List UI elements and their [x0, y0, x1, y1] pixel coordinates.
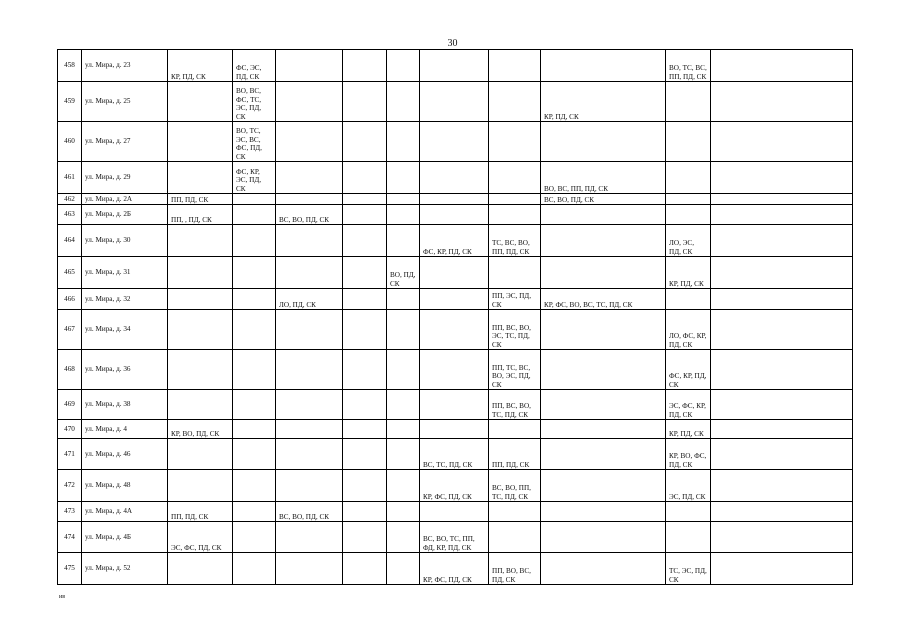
cell-col-4: [233, 420, 276, 439]
registry-body: [58, 50, 853, 585]
cell-col-8: [420, 82, 489, 122]
table-row: [58, 82, 853, 122]
cell-col-11: [666, 205, 711, 225]
cell-col-7: [387, 553, 420, 585]
cell-col-12: [711, 122, 853, 162]
cell-col-11: [666, 82, 711, 122]
cell-col-3: [168, 350, 233, 390]
cell-col-11: [666, 162, 711, 194]
cell-address: ул. Мира, д. 4Б: [82, 522, 168, 553]
cell-row-number: 474: [58, 522, 82, 553]
cell-col-8: [420, 122, 489, 162]
registry-table: [57, 49, 853, 585]
cell-col-9: ПП, ТС, ВС, ВО, ЭС, ПД, СК: [489, 350, 541, 390]
cell-col-7: [387, 310, 420, 350]
cell-col-9: ТС, ВС, ВО, ПП, ПД, СК: [489, 225, 541, 257]
cell-col-6: [343, 194, 387, 205]
cell-col-4: [233, 439, 276, 470]
cell-row-number: 460: [58, 122, 82, 162]
cell-col-7: [387, 194, 420, 205]
cell-col-9: [489, 420, 541, 439]
cell-col-8: ВС, ТС, ПД, СК: [420, 439, 489, 470]
cell-col-6: [343, 522, 387, 553]
cell-col-5: [276, 522, 343, 553]
cell-col-12: [711, 420, 853, 439]
cell-address: ул. Мира, д. 4: [82, 420, 168, 439]
table-row: [58, 162, 853, 194]
cell-col-4: [233, 257, 276, 289]
cell-address: ул. Мира, д. 2А: [82, 194, 168, 205]
cell-col-3: [168, 162, 233, 194]
cell-col-9: ПП, ПД, СК: [489, 439, 541, 470]
cell-col-5: [276, 162, 343, 194]
cell-col-8: [420, 162, 489, 194]
cell-address: ул. Мира, д. 4А: [82, 502, 168, 522]
cell-row-number: 472: [58, 470, 82, 502]
cell-col-10: [541, 205, 666, 225]
cell-col-5: ЛО, ПД, СК: [276, 289, 343, 310]
cell-row-number: 470: [58, 420, 82, 439]
cell-col-10: [541, 522, 666, 553]
cell-row-number: 473: [58, 502, 82, 522]
cell-col-8: [420, 502, 489, 522]
cell-col-6: [343, 502, 387, 522]
cell-address: ул. Мира, д. 25: [82, 82, 168, 122]
cell-col-12: [711, 82, 853, 122]
cell-col-3: [168, 439, 233, 470]
cell-col-10: [541, 257, 666, 289]
cell-col-3: [168, 470, 233, 502]
cell-col-7: [387, 502, 420, 522]
cell-row-number: 458: [58, 50, 82, 82]
cell-col-11: [666, 194, 711, 205]
cell-col-9: [489, 162, 541, 194]
cell-col-7: [387, 82, 420, 122]
cell-col-6: [343, 470, 387, 502]
cell-col-10: КР, ПД, СК: [541, 82, 666, 122]
cell-col-7: [387, 289, 420, 310]
table-row: [58, 390, 853, 420]
cell-col-9: [489, 502, 541, 522]
cell-col-5: [276, 257, 343, 289]
cell-col-5: [276, 350, 343, 390]
cell-address: ул. Мира, д. 46: [82, 439, 168, 470]
cell-col-12: [711, 225, 853, 257]
cell-col-9: [489, 257, 541, 289]
cell-col-9: [489, 50, 541, 82]
cell-col-10: КР, ФС, ВО, ВС, ТС, ПД, СК: [541, 289, 666, 310]
cell-col-7: [387, 162, 420, 194]
cell-col-8: [420, 205, 489, 225]
cell-col-10: [541, 502, 666, 522]
cell-col-5: [276, 553, 343, 585]
cell-col-10: [541, 310, 666, 350]
cell-col-10: [541, 420, 666, 439]
footer-mark: ив: [59, 594, 66, 600]
cell-col-7: [387, 439, 420, 470]
table-row: [58, 289, 853, 310]
cell-row-number: 459: [58, 82, 82, 122]
table-row: [58, 257, 853, 289]
cell-col-6: [343, 439, 387, 470]
cell-col-11: [666, 502, 711, 522]
cell-col-3: ПП, ПД, СК: [168, 194, 233, 205]
cell-col-6: [343, 390, 387, 420]
cell-address: ул. Мира, д. 52: [82, 553, 168, 585]
table-row: [58, 225, 853, 257]
cell-col-11: ФС, КР, ПД, СК: [666, 350, 711, 390]
cell-col-6: [343, 225, 387, 257]
cell-col-3: [168, 310, 233, 350]
cell-col-4: ВО, ТС, ЭС, ВС, ФС, ПД, СК: [233, 122, 276, 162]
cell-col-8: [420, 289, 489, 310]
cell-col-3: [168, 257, 233, 289]
cell-address: ул. Мира, д. 36: [82, 350, 168, 390]
cell-address: ул. Мира, д. 38: [82, 390, 168, 420]
cell-col-8: ВС, ВО, ТС, ПП, ФД, КР, ПД, СК: [420, 522, 489, 553]
cell-col-5: [276, 82, 343, 122]
cell-col-12: [711, 439, 853, 470]
cell-col-10: ВО, ВС, ПП, ПД, СК: [541, 162, 666, 194]
cell-col-12: [711, 205, 853, 225]
cell-col-4: [233, 310, 276, 350]
cell-col-5: [276, 122, 343, 162]
cell-col-4: ФС, ЭС, ПД, СК: [233, 50, 276, 82]
table-row: [58, 205, 853, 225]
cell-col-6: [343, 257, 387, 289]
cell-col-5: ВС, ВО, ПД, СК: [276, 502, 343, 522]
cell-col-7: [387, 225, 420, 257]
cell-col-9: ПП, ВС, ВО, ЭС, ТС, ПД, СК: [489, 310, 541, 350]
cell-row-number: 467: [58, 310, 82, 350]
cell-col-12: [711, 289, 853, 310]
cell-col-11: [666, 289, 711, 310]
cell-col-4: ФС, КР, ЭС, ПД, СК: [233, 162, 276, 194]
cell-col-6: [343, 553, 387, 585]
cell-col-5: [276, 310, 343, 350]
cell-row-number: 462: [58, 194, 82, 205]
cell-col-4: [233, 522, 276, 553]
cell-col-8: КР, ФС, ПД, СК: [420, 470, 489, 502]
cell-address: ул. Мира, д. 32: [82, 289, 168, 310]
cell-col-10: [541, 50, 666, 82]
cell-col-3: [168, 289, 233, 310]
cell-row-number: 471: [58, 439, 82, 470]
cell-col-9: ПП, ВО, ВС, ПД, СК: [489, 553, 541, 585]
cell-col-7: [387, 390, 420, 420]
cell-col-6: [343, 289, 387, 310]
cell-col-4: ВО, ВС, ФС, ТС, ЭС, ПД, СК: [233, 82, 276, 122]
cell-col-12: [711, 257, 853, 289]
table-row: [58, 502, 853, 522]
cell-col-12: [711, 390, 853, 420]
cell-col-12: [711, 50, 853, 82]
cell-col-8: [420, 194, 489, 205]
cell-col-7: [387, 350, 420, 390]
cell-col-5: [276, 420, 343, 439]
cell-col-11: КР, ПД, СК: [666, 420, 711, 439]
cell-col-5: [276, 390, 343, 420]
cell-col-11: ЛО, ФС, КР, ПД, СК: [666, 310, 711, 350]
cell-col-4: [233, 502, 276, 522]
cell-address: ул. Мира, д. 31: [82, 257, 168, 289]
cell-col-12: [711, 350, 853, 390]
cell-address: ул. Мира, д. 34: [82, 310, 168, 350]
cell-col-6: [343, 122, 387, 162]
cell-col-5: ВС, ВО, ПД, СК: [276, 205, 343, 225]
cell-col-5: [276, 225, 343, 257]
cell-col-10: [541, 122, 666, 162]
table-row: [58, 50, 853, 82]
cell-col-5: [276, 194, 343, 205]
cell-address: ул. Мира, д. 23: [82, 50, 168, 82]
cell-col-3: ПП, ПД, СК: [168, 502, 233, 522]
cell-col-8: [420, 310, 489, 350]
table-row: [58, 350, 853, 390]
cell-row-number: 469: [58, 390, 82, 420]
cell-col-8: КР, ФС, ПД, СК: [420, 553, 489, 585]
table-row: [58, 522, 853, 553]
cell-col-4: [233, 225, 276, 257]
cell-col-10: [541, 553, 666, 585]
cell-col-3: КР, ПД, СК: [168, 50, 233, 82]
cell-col-7: [387, 470, 420, 502]
cell-col-12: [711, 470, 853, 502]
table-row: [58, 553, 853, 585]
cell-col-4: [233, 194, 276, 205]
cell-row-number: 468: [58, 350, 82, 390]
cell-row-number: 475: [58, 553, 82, 585]
cell-col-10: [541, 439, 666, 470]
cell-col-3: [168, 122, 233, 162]
cell-col-8: [420, 420, 489, 439]
cell-col-7: [387, 50, 420, 82]
cell-col-7: [387, 522, 420, 553]
cell-col-9: [489, 122, 541, 162]
cell-col-4: [233, 470, 276, 502]
cell-col-6: [343, 420, 387, 439]
cell-col-10: [541, 225, 666, 257]
page-number: 30: [447, 38, 458, 49]
cell-address: ул. Мира, д. 27: [82, 122, 168, 162]
cell-col-8: [420, 350, 489, 390]
cell-row-number: 464: [58, 225, 82, 257]
cell-address: ул. Мира, д. 29: [82, 162, 168, 194]
cell-col-11: ТС, ЭС, ПД, СК: [666, 553, 711, 585]
cell-col-9: ВС, ВО, ПП, ТС, ПД, СК: [489, 470, 541, 502]
cell-col-10: [541, 390, 666, 420]
table-row: [58, 420, 853, 439]
cell-col-7: ВО, ПД, СК: [387, 257, 420, 289]
cell-col-10: ВС, ВО, ПД, СК: [541, 194, 666, 205]
table-row: [58, 194, 853, 205]
cell-col-12: [711, 162, 853, 194]
cell-row-number: 465: [58, 257, 82, 289]
cell-col-12: [711, 522, 853, 553]
cell-col-11: КР, ПД, СК: [666, 257, 711, 289]
cell-col-7: [387, 205, 420, 225]
cell-col-3: ЭС, ФС, ПД, СК: [168, 522, 233, 553]
cell-col-9: ПП, ЭС, ПД, СК: [489, 289, 541, 310]
cell-col-11: КР, ВО, ФС, ПД, СК: [666, 439, 711, 470]
cell-col-11: ЭС, ПД, СК: [666, 470, 711, 502]
cell-col-3: КР, ВО, ПД, СК: [168, 420, 233, 439]
cell-col-12: [711, 310, 853, 350]
cell-col-6: [343, 162, 387, 194]
cell-col-11: ЛО, ЭС, ПД, СК: [666, 225, 711, 257]
cell-col-5: [276, 439, 343, 470]
cell-col-3: [168, 82, 233, 122]
cell-col-10: [541, 350, 666, 390]
cell-col-4: [233, 350, 276, 390]
cell-col-4: [233, 553, 276, 585]
cell-address: ул. Мира, д. 48: [82, 470, 168, 502]
cell-col-11: ЭС, ФС, КР, ПД, СК: [666, 390, 711, 420]
cell-col-6: [343, 205, 387, 225]
cell-col-12: [711, 194, 853, 205]
cell-col-9: [489, 194, 541, 205]
cell-row-number: 463: [58, 205, 82, 225]
table-row: [58, 122, 853, 162]
cell-col-12: [711, 502, 853, 522]
table-row: [58, 470, 853, 502]
cell-col-8: [420, 50, 489, 82]
cell-col-9: [489, 205, 541, 225]
cell-col-10: [541, 470, 666, 502]
cell-col-3: ПП, , ПД, СК: [168, 205, 233, 225]
cell-col-11: [666, 122, 711, 162]
cell-col-12: [711, 553, 853, 585]
cell-col-9: [489, 82, 541, 122]
cell-col-3: [168, 553, 233, 585]
cell-col-6: [343, 350, 387, 390]
cell-col-8: [420, 390, 489, 420]
cell-col-4: [233, 289, 276, 310]
cell-row-number: 466: [58, 289, 82, 310]
cell-col-4: [233, 390, 276, 420]
cell-col-6: [343, 82, 387, 122]
cell-col-8: [420, 257, 489, 289]
cell-col-9: ПП, ВС, ВО, ТС, ПД, СК: [489, 390, 541, 420]
cell-address: ул. Мира, д. 30: [82, 225, 168, 257]
cell-col-3: [168, 225, 233, 257]
cell-col-5: [276, 50, 343, 82]
cell-address: ул. Мира, д. 2Б: [82, 205, 168, 225]
cell-col-5: [276, 470, 343, 502]
cell-col-6: [343, 50, 387, 82]
cell-col-7: [387, 122, 420, 162]
cell-col-11: ВО, ТС, ВС, ПП, ПД, СК: [666, 50, 711, 82]
cell-row-number: 461: [58, 162, 82, 194]
cell-col-7: [387, 420, 420, 439]
cell-col-6: [343, 310, 387, 350]
table-row: [58, 439, 853, 470]
cell-col-8: ФС, КР, ПД, СК: [420, 225, 489, 257]
table-row: [58, 310, 853, 350]
cell-col-9: [489, 522, 541, 553]
cell-col-4: [233, 205, 276, 225]
cell-col-11: [666, 522, 711, 553]
cell-col-3: [168, 390, 233, 420]
